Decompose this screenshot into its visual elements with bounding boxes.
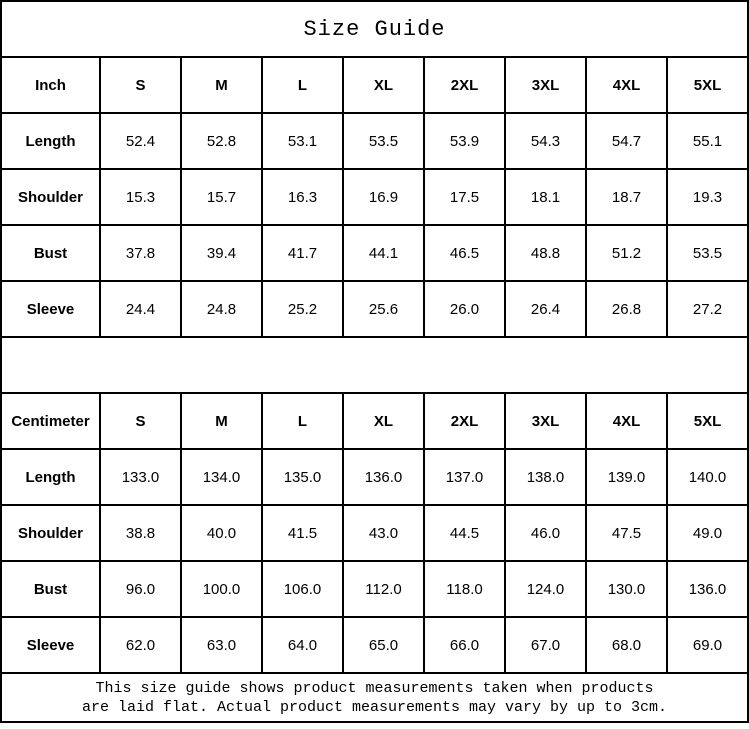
size-header-cell: M xyxy=(182,394,261,448)
size-header-cell: 4XL xyxy=(587,394,666,448)
value-cell: 37.8 xyxy=(101,226,180,280)
value-cell: 53.5 xyxy=(344,114,423,168)
disclaimer-note xyxy=(2,674,747,721)
value-cell: 26.8 xyxy=(587,282,666,336)
value-cell: 17.5 xyxy=(425,170,504,224)
value-cell: 69.0 xyxy=(668,618,747,672)
spacer-row xyxy=(2,338,747,392)
size-header-cell: S xyxy=(101,58,180,112)
value-cell: 112.0 xyxy=(344,562,423,616)
value-cell: 15.3 xyxy=(101,170,180,224)
value-cell: 134.0 xyxy=(182,450,261,504)
disclaimer-line-2: are laid flat. Actual product measurements may vary by up to 3cm. xyxy=(81,698,668,716)
size-header-cell: L xyxy=(263,58,342,112)
row-label-cell: Sleeve xyxy=(2,282,99,336)
row-label-cell: Bust xyxy=(2,226,99,280)
value-cell: 41.7 xyxy=(263,226,342,280)
value-cell: 24.4 xyxy=(101,282,180,336)
value-cell: 46.0 xyxy=(506,506,585,560)
size-header-cell: XL xyxy=(344,58,423,112)
value-cell: 65.0 xyxy=(344,618,423,672)
size-header-cell: 3XL xyxy=(506,58,585,112)
value-cell: 26.0 xyxy=(425,282,504,336)
value-cell: 52.8 xyxy=(182,114,261,168)
value-cell: 19.3 xyxy=(668,170,747,224)
value-cell: 63.0 xyxy=(182,618,261,672)
row-label-cell: Shoulder xyxy=(2,170,99,224)
value-cell: 130.0 xyxy=(587,562,666,616)
value-cell: 124.0 xyxy=(506,562,585,616)
size-header-cell: L xyxy=(263,394,342,448)
value-cell: 139.0 xyxy=(587,450,666,504)
value-cell: 96.0 xyxy=(101,562,180,616)
size-header-cell: 5XL xyxy=(668,58,747,112)
value-cell: 66.0 xyxy=(425,618,504,672)
value-cell: 100.0 xyxy=(182,562,261,616)
value-cell: 138.0 xyxy=(506,450,585,504)
value-cell: 18.1 xyxy=(506,170,585,224)
value-cell: 16.3 xyxy=(263,170,342,224)
value-cell: 26.4 xyxy=(506,282,585,336)
value-cell: 106.0 xyxy=(263,562,342,616)
disclaimer-line-1: This size guide shows product measurements taken when products xyxy=(95,679,654,697)
size-header-cell: 5XL xyxy=(668,394,747,448)
value-cell: 43.0 xyxy=(344,506,423,560)
value-cell: 27.2 xyxy=(668,282,747,336)
value-cell: 52.4 xyxy=(101,114,180,168)
value-cell: 24.8 xyxy=(182,282,261,336)
value-cell: 38.8 xyxy=(101,506,180,560)
row-label-cell: Shoulder xyxy=(2,506,99,560)
value-cell: 54.3 xyxy=(506,114,585,168)
unit-header-cell: Inch xyxy=(2,58,99,112)
value-cell: 25.2 xyxy=(263,282,342,336)
value-cell: 137.0 xyxy=(425,450,504,504)
size-header-cell: 2XL xyxy=(425,394,504,448)
value-cell: 64.0 xyxy=(263,618,342,672)
value-cell: 25.6 xyxy=(344,282,423,336)
value-cell: 15.7 xyxy=(182,170,261,224)
size-header-cell: 3XL xyxy=(506,394,585,448)
row-label-cell: Length xyxy=(2,450,99,504)
row-label-cell: Sleeve xyxy=(2,618,99,672)
value-cell: 16.9 xyxy=(344,170,423,224)
value-cell: 46.5 xyxy=(425,226,504,280)
value-cell: 136.0 xyxy=(344,450,423,504)
row-label-cell: Bust xyxy=(2,562,99,616)
value-cell: 48.8 xyxy=(506,226,585,280)
value-cell: 62.0 xyxy=(101,618,180,672)
value-cell: 53.5 xyxy=(668,226,747,280)
size-header-cell: 4XL xyxy=(587,58,666,112)
value-cell: 51.2 xyxy=(587,226,666,280)
size-header-cell: M xyxy=(182,58,261,112)
value-cell: 68.0 xyxy=(587,618,666,672)
size-header-cell: 2XL xyxy=(425,58,504,112)
unit-header-cell: Centimeter xyxy=(2,394,99,448)
page-title: Size Guide xyxy=(2,2,747,56)
value-cell: 54.7 xyxy=(587,114,666,168)
value-cell: 140.0 xyxy=(668,450,747,504)
value-cell: 44.5 xyxy=(425,506,504,560)
value-cell: 118.0 xyxy=(425,562,504,616)
value-cell: 53.1 xyxy=(263,114,342,168)
row-label-cell: Length xyxy=(2,114,99,168)
value-cell: 39.4 xyxy=(182,226,261,280)
value-cell: 136.0 xyxy=(668,562,747,616)
value-cell: 49.0 xyxy=(668,506,747,560)
value-cell: 55.1 xyxy=(668,114,747,168)
value-cell: 41.5 xyxy=(263,506,342,560)
value-cell: 44.1 xyxy=(344,226,423,280)
value-cell: 47.5 xyxy=(587,506,666,560)
value-cell: 40.0 xyxy=(182,506,261,560)
value-cell: 135.0 xyxy=(263,450,342,504)
value-cell: 133.0 xyxy=(101,450,180,504)
size-header-cell: XL xyxy=(344,394,423,448)
size-header-cell: S xyxy=(101,394,180,448)
value-cell: 53.9 xyxy=(425,114,504,168)
value-cell: 67.0 xyxy=(506,618,585,672)
value-cell: 18.7 xyxy=(587,170,666,224)
